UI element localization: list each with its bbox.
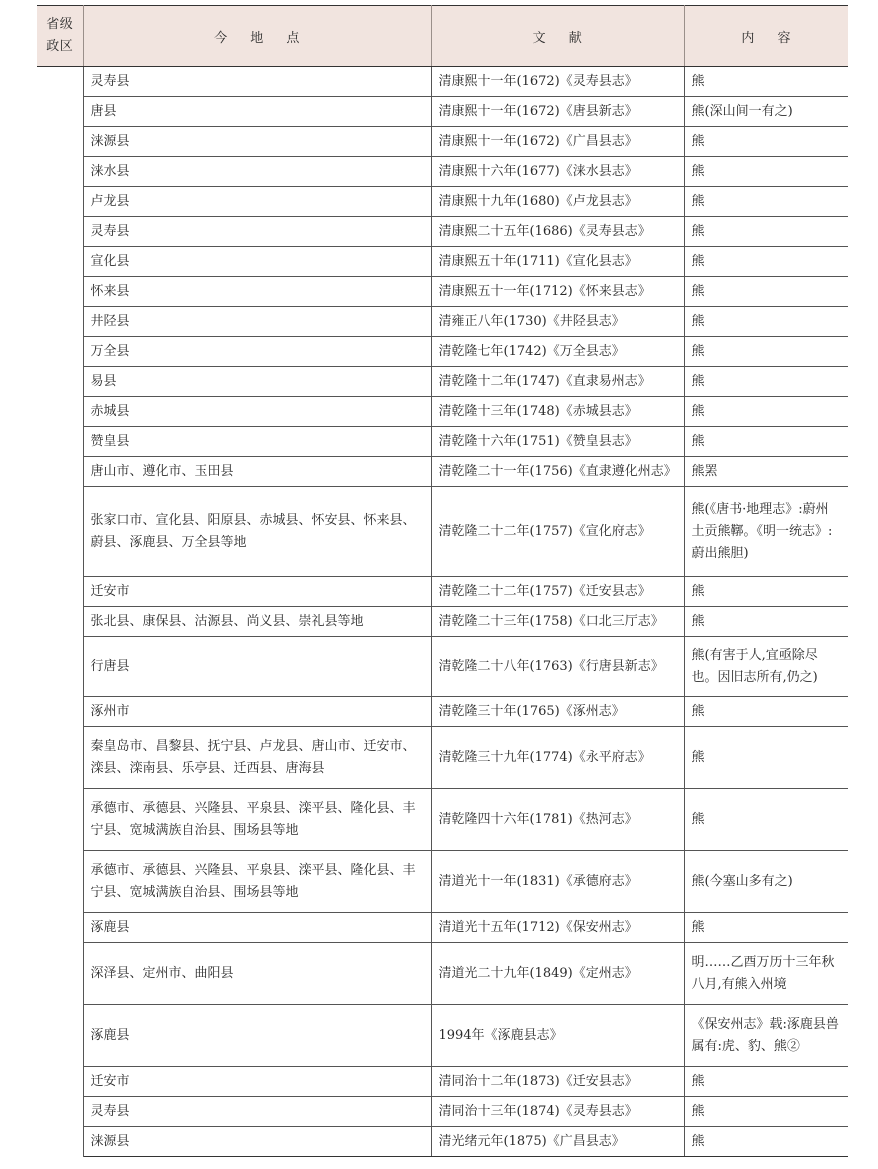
content-cell: 熊(有害于人,宜亟除尽也。因旧志所有,仍之) — [684, 637, 848, 697]
source-cell: 清康熙十一年(1672)《灵寿县志》 — [431, 67, 684, 97]
table-row — [37, 397, 848, 427]
content-cell: 熊 — [684, 697, 848, 727]
source-cell: 清康熙十一年(1672)《唐县新志》 — [431, 97, 684, 127]
place-cell: 赤城县 — [83, 397, 431, 427]
content-cell: 熊 — [684, 397, 848, 427]
content-cell: 熊罴 — [684, 457, 848, 487]
table-row — [37, 127, 848, 157]
content-cell: 熊(《唐书·地理志》:蔚州土贡熊鞹。《明一统志》:蔚出熊胆) — [684, 487, 848, 577]
place-cell: 涿鹿县 — [83, 913, 431, 943]
source-cell: 清康熙五十年(1711)《宣化县志》 — [431, 247, 684, 277]
place-cell: 迁安市 — [83, 577, 431, 607]
header-row — [37, 6, 848, 67]
place-cell: 深泽县、定州市、曲阳县 — [83, 943, 431, 1005]
source-cell: 清光绪元年(1875)《广昌县志》 — [431, 1127, 684, 1157]
content-cell: 熊 — [684, 607, 848, 637]
content-cell: 熊 — [684, 789, 848, 851]
source-cell: 清乾隆二十八年(1763)《行唐县新志》 — [431, 637, 684, 697]
source-cell: 清乾隆三十年(1765)《涿州志》 — [431, 697, 684, 727]
table-row — [37, 1097, 848, 1127]
content-cell: 熊 — [684, 427, 848, 457]
content-cell: 熊 — [684, 1067, 848, 1097]
content-cell: 熊 — [684, 367, 848, 397]
table-row — [37, 913, 848, 943]
place-cell: 灵寿县 — [83, 67, 431, 97]
table-row — [37, 337, 848, 367]
source-cell: 清乾隆二十二年(1757)《迁安县志》 — [431, 577, 684, 607]
source-cell: 清乾隆十二年(1747)《直隶易州志》 — [431, 367, 684, 397]
header-place: 今 地 点 — [83, 6, 431, 67]
place-cell: 宣化县 — [83, 247, 431, 277]
place-cell: 行唐县 — [83, 637, 431, 697]
header-province: 省级 政区 — [37, 6, 83, 67]
content-cell: 熊 — [684, 277, 848, 307]
source-cell: 清乾隆三十九年(1774)《永平府志》 — [431, 727, 684, 789]
source-cell: 清康熙十九年(1680)《卢龙县志》 — [431, 187, 684, 217]
source-cell: 清康熙十六年(1677)《涞水县志》 — [431, 157, 684, 187]
table-row — [37, 67, 848, 97]
content-cell: 熊 — [684, 187, 848, 217]
source-cell: 清康熙二十五年(1686)《灵寿县志》 — [431, 217, 684, 247]
table-row — [37, 697, 848, 727]
place-cell: 唐县 — [83, 97, 431, 127]
place-cell: 涞源县 — [83, 1127, 431, 1157]
table-row — [37, 607, 848, 637]
content-cell: 熊 — [684, 247, 848, 277]
place-cell: 唐山市、遵化市、玉田县 — [83, 457, 431, 487]
content-cell: 熊 — [684, 157, 848, 187]
source-cell: 清道光十五年(1712)《保安州志》 — [431, 913, 684, 943]
place-cell: 万全县 — [83, 337, 431, 367]
place-cell: 涿州市 — [83, 697, 431, 727]
content-cell: 熊 — [684, 127, 848, 157]
table-row — [37, 427, 848, 457]
source-cell: 清雍正八年(1730)《井陉县志》 — [431, 307, 684, 337]
source-cell: 清同治十三年(1874)《灵寿县志》 — [431, 1097, 684, 1127]
table-row — [37, 789, 848, 851]
place-cell: 灵寿县 — [83, 1097, 431, 1127]
source-cell: 清乾隆七年(1742)《万全县志》 — [431, 337, 684, 367]
source-cell: 清乾隆十三年(1748)《赤城县志》 — [431, 397, 684, 427]
content-cell: 《保安州志》载:涿鹿县兽属有:虎、豹、熊② — [684, 1005, 848, 1067]
place-cell: 张北县、康保县、沽源县、尚义县、崇礼县等地 — [83, 607, 431, 637]
place-cell: 承德市、承德县、兴隆县、平泉县、滦平县、隆化县、丰宁县、宽城满族自治县、围场县等地 — [83, 789, 431, 851]
table-row — [37, 247, 848, 277]
content-cell: 熊 — [684, 913, 848, 943]
table-row — [37, 367, 848, 397]
source-cell: 清康熙十一年(1672)《广昌县志》 — [431, 127, 684, 157]
place-cell: 涿鹿县 — [83, 1005, 431, 1067]
table-row — [37, 217, 848, 247]
table-row — [37, 157, 848, 187]
source-cell: 清乾隆四十六年(1781)《热河志》 — [431, 789, 684, 851]
table-row — [37, 277, 848, 307]
place-cell: 涞源县 — [83, 127, 431, 157]
table-row — [37, 637, 848, 697]
table-row — [37, 457, 848, 487]
content-cell: 熊 — [684, 1127, 848, 1157]
source-cell: 清乾隆二十二年(1757)《宣化府志》 — [431, 487, 684, 577]
table-row — [37, 1127, 848, 1157]
place-cell: 卢龙县 — [83, 187, 431, 217]
content-cell: 熊 — [684, 307, 848, 337]
source-cell: 清乾隆十六年(1751)《赞皇县志》 — [431, 427, 684, 457]
place-cell: 怀来县 — [83, 277, 431, 307]
bear-records-table — [37, 5, 848, 1157]
table-row — [37, 577, 848, 607]
table-row — [37, 487, 848, 577]
content-cell: 熊 — [684, 727, 848, 789]
header-content: 内 容 — [684, 6, 848, 67]
table-body — [37, 67, 848, 1157]
table-row — [37, 187, 848, 217]
source-cell: 清乾隆二十三年(1758)《口北三厅志》 — [431, 607, 684, 637]
place-cell: 迁安市 — [83, 1067, 431, 1097]
content-cell: 熊 — [684, 577, 848, 607]
table-row — [37, 851, 848, 913]
place-cell: 涞水县 — [83, 157, 431, 187]
place-cell: 井陉县 — [83, 307, 431, 337]
records-table-wrapper — [37, 5, 848, 1157]
table-row — [37, 943, 848, 1005]
source-cell: 清康熙五十一年(1712)《怀来县志》 — [431, 277, 684, 307]
table-row — [37, 727, 848, 789]
header-source: 文 献 — [431, 6, 684, 67]
table-row — [37, 307, 848, 337]
table-row — [37, 1005, 848, 1067]
content-cell: 熊 — [684, 337, 848, 367]
table-row — [37, 1067, 848, 1097]
content-cell: 熊(深山间一有之) — [684, 97, 848, 127]
place-cell: 张家口市、宣化县、阳原县、赤城县、怀安县、怀来县、蔚县、涿鹿县、万全县等地 — [83, 487, 431, 577]
table-row — [37, 97, 848, 127]
place-cell: 承德市、承德县、兴隆县、平泉县、滦平县、隆化县、丰宁县、宽城满族自治县、围场县等地 — [83, 851, 431, 913]
content-cell: 熊 — [684, 1097, 848, 1127]
content-cell: 熊 — [684, 67, 848, 97]
source-cell: 清道光二十九年(1849)《定州志》 — [431, 943, 684, 1005]
content-cell: 明……乙酉万历十三年秋八月,有熊入州境 — [684, 943, 848, 1005]
source-cell: 清道光十一年(1831)《承德府志》 — [431, 851, 684, 913]
source-cell: 清乾隆二十一年(1756)《直隶遵化州志》 — [431, 457, 684, 487]
content-cell: 熊 — [684, 217, 848, 247]
place-cell: 灵寿县 — [83, 217, 431, 247]
content-cell: 熊(今塞山多有之) — [684, 851, 848, 913]
source-cell: 1994年《涿鹿县志》 — [431, 1005, 684, 1067]
source-cell: 清同治十二年(1873)《迁安县志》 — [431, 1067, 684, 1097]
place-cell: 秦皇岛市、昌黎县、抚宁县、卢龙县、唐山市、迁安市、滦县、滦南县、乐亭县、迁西县、唐海县 — [83, 727, 431, 789]
place-cell: 易县 — [83, 367, 431, 397]
province-cell — [37, 67, 83, 1157]
place-cell: 赞皇县 — [83, 427, 431, 457]
